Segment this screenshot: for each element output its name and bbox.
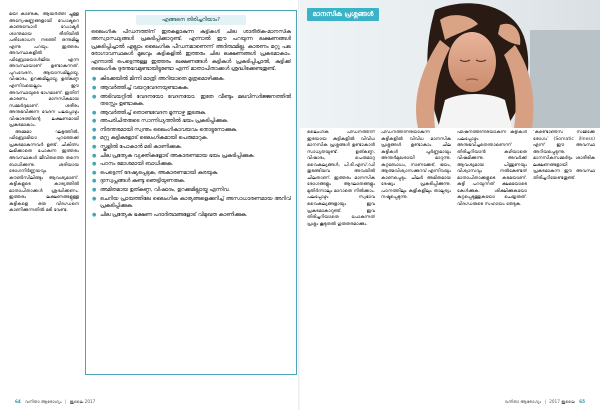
symptom-item: ● അമിതമായ ഉത്കണ്ഠ, വിഷാദം, ഉറക്കമില്ലായ്മ എന്നിവ.: [91, 187, 291, 194]
symptom-item: ● പഠനം മോശമായി ബാധിക്കുക.: [91, 161, 291, 168]
right-paragraph: ‘കണ്ടൊൺസ സജിക്കേ രോഗം’ (Somatic illness) എന്ന് ഈ അവസ്ഥ അറിയപ്പെടുന്നു. മാനസികസമ്മർദ്ദം ശാരീരിക ലക്ഷണങ്ങളായി പ്രകടമാകുന്ന ഈ അവസ്ഥ തിരിച്ചറിയേണ്ടതുണ്ട്.: [533, 130, 595, 181]
right-paragraph: ലൈംഗിക പീഡനത്തിന് ഇരയായ കുട്ടികളിൽ വിവിധ മാനസിക പ്രശ്നങ്ങൾ ഉണ്ടാകാൻ സാധ്യതയുണ്ട്. ഉത്കണ്ഠ, വിഷാദം, പെരുമാറ്റ വൈകല്യങ്ങൾ, പി.ടി.എസ്.ഡി തുടങ്ങിയവ അവയിൽ ചിലതാണ്. ഇത്തരം മാനസിക രോഗങ്ങളും ആഘാതങ്ങളും മുതിർന്നാലും മാറാതെ നിൽക്കാം. പലപ്പോഴും സ്വഭാവ വൈകല്യങ്ങളായും ഇവ പ്രകടമാകാറുണ്ട്. ഇവ തിരിച്ചറിയാതെ പോകുന്നത് പ്രശ്നം കൂടുതൽ ഗുരുതരമാക്കും.: [307, 130, 375, 227]
left-footer: [12, 398, 95, 406]
page-number: 65: [579, 399, 585, 404]
left-paragraph: അമ്മമാ ഘട്ടത്തിൽ, ഫിബ്രോമിയാ പുറത്തേക്ക് പ്രകടമാകുന്നവർ ഉണ്ട്. ചികിത്സ ലഭിക്കാതെ പോകുന്ന ഇത്തരം അവസ്ഥകൾ ജീവിതത്തെ തന്നെ ബാധിക്കുന്നു. ശരിയായ രോഗനിർണ്ണയവും കൗൺസിലിങ്ങും ആവശ്യമാണ്. കുട്ടികളുടെ കാര്യത്തിൽ മാതാപിതാക്കൾ ശ്രദ്ധിക്കണം. ഇത്തരം ലക്ഷണങ്ങളുള്ള കുട്ടികളെ ഒരു വിദഗ്ധനെ കാണിക്കുന്നതിൽ മടി വേണ്ട.: [9, 129, 79, 214]
sidebar-box-body: [91, 29, 291, 369]
right-paragraph: ഫിഷനത്തിനിരയാകുന്ന കുട്ടികൾ പലപ്പോഴും അനുഭവിച്ചതെന്താണെന്ന് തിരിച്ചറിയാൻ കഴിയാതെ വിഷമിക്കുന്നു. അവർക്ക് ആവശ്യമായ പിന്തുണയും വിശ്വാസവും നൽകേണ്ടത് മാതാപിതാക്കളുടെ കടമയാണ്. കുട്ടി പറയുന്നത് ക്ഷമയോടെ കേൾക്കുക. ശിക്ഷിക്കുകയോ കുറ്റപ്പെടുത്തുകയോ ചെയ്യരുത്. വിദഗ്ധരുടെ സഹായം തേടുക.: [457, 130, 527, 208]
right-text-column-3: [457, 130, 527, 394]
sidebar-box: [85, 10, 297, 375]
symptom-item: ● അടിവയറ്റിൽ വേദനയോ വേദനയോ. ഇതേ വീണ്ടും മലവിസർജ്ജനത്തിൽ തടസ്സം ഉണ്ടാകുക.: [91, 94, 291, 109]
symptom-item: ● ചില പ്രത്യേക ഭക്ഷണ പദാർത്ഥങ്ങളോട് വിമുഖത കാണിക്കുക.: [91, 212, 291, 219]
symptom-item: ● നിരന്തരമായി സ്വന്തം ലൈംഗികാവയവം തൊട്ടുനോക്കുക.: [91, 127, 291, 134]
right-page: [300, 0, 600, 410]
issue-date: 2017 ജൂലൈ: [549, 399, 575, 404]
symptom-item: ● ആവർത്തിച്ച് വയറുവേദനയുണ്ടാകുക.: [91, 85, 291, 92]
page-number: 64: [15, 399, 21, 404]
symptom-item: ● സ്കൂളിൽ പോകാൻ മടി കാണിക്കുക.: [91, 144, 291, 151]
symptom-item: ● അപരിചിതരുടെ സാന്നിധ്യത്തിൽ ഭയം പ്രകടിപ്പിക്കുക.: [91, 118, 291, 125]
right-paragraph: പീഡനത്തിനിരയാകുന്ന കുട്ടികളിൽ വിവിധ മാനസിക പ്രശ്നങ്ങൾ ഉണ്ടാകാം. ചില കുട്ടികൾ പൂർണ്ണമായും അന്തർമുഖരായി മാറുന്നു. കുറ്റബോധം, നാണക്കേട്, ഭയം, ആത്മവിശ്വാസക്കുറവ് എന്നിവയും കാണപ്പെടും. ചിലർ അമിതമായ ദേഷ്യം പ്രകടിപ്പിക്കുന്നു. പഠനത്തിലും കളികളിലും താല്പര്യം നഷ്ടപ്പെടുന്നു.: [381, 130, 451, 201]
left-paragraph: മയി കാണുക, ആയർത്തി ച്ചുള്ള അന്വേഷണ്ണങ്ങളായി ഡോക്ടറെ കാണുമ്പോൾ ഡോക്ടർ ശാന്തമായ രീതിയിൽ പരിശോധന നടത്തി ഒന്നുമില്ല എന്നു പറയും. ഇത്തരം അവസ്ഥകളിൽ ഫിബ്രോമയാൾജിയ എന്ന അവസ്ഥയാണ് ഉണ്ടാകുന്നത്. പുറംവേദന, ആയാസമില്ലായ്മ, വിഷാദം, ഉറക്കമില്ലായ്മ, ഉത്കണ്ഠ എന്നിവയെല്ലാം ഈ അവസ്ഥയുടെ ഭാഗമാണ്. ഇതിന് കാരണം മാനസികമായ സമ്മർദ്ദമാണ്. ശരീരം അനുഭവിക്കുന്ന വേദന പലപ്പോഴും വിഷാദത്തിന്റെ ലക്ഷണമായി പ്രകടമാകാം.: [9, 12, 79, 129]
symptom-item: ● കിടക്കയിൽ മിന്നി മാത്രി അറിയാതെ മൂത്രമൊഴിക്കുക.: [91, 76, 291, 83]
symptom-item: ● ചെറിയ പ്രായത്തിലേ ലൈംഗിക കാര്യങ്ങളെക്കുറിച്ച് അസാധാരണമായ അറിവ് പ്രകടിപ്പിക്കുക.: [91, 196, 291, 211]
symptom-list: [91, 76, 291, 219]
sidebar-box-intro: ലൈംഗിക പീഡനത്തിന് ഇരകളാകുന്ന കുട്ടികൾ ചില ശാരീരിക-മാനസിക അസ്വാസ്ഥ്യങ്ങൾ പ്രകടിപ്പിക്കാറുണ്ട്. എന്നാൽ ഈ പറയുന്ന ലക്ഷണങ്ങൾ പ്രകടിപ്പിച്ചാൽ എല്ലാം ലൈംഗിക പീഡനമാണെന്ന് അർത്ഥമില്ല. കാരണം മറ്റു പല രോഗാവസ്ഥകൾ മൂലവും കുട്ടികളിൽ ഇത്തരം ചില ലക്ഷണങ്ങൾ പ്രകടമാകാം. എന്നാൽ പെട്ടെന്നുള്ള ഇത്തരം ലക്ഷണങ്ങൾ കുട്ടികൾ പ്രകടിപ്പിച്ചാൽ, കുട്ടിക്ക് ലൈംഗിക ദുരനുഭവമുണ്ടായിട്ടുണ്ടോ എന്ന് മാതാപിതാക്കൾ ശ്രദ്ധിക്കേണ്ടതുണ്ട്.: [91, 29, 291, 73]
symptom-item: ● മറ്റു കുട്ടികളോട് ലൈംഗികമായി പെരുമാറുക.: [91, 135, 291, 142]
sidebar-box-title: എങ്ങനെ തിരിച്ചറിയാം?: [136, 15, 246, 25]
right-text-column-2: [381, 130, 451, 394]
right-footer: [505, 398, 588, 406]
magazine-name: വനിതാ ആരോഗ്യം: [504, 399, 542, 404]
magazine-name: വനിതാ ആരോഗ്യം: [25, 399, 62, 404]
right-text-column-4: [533, 130, 595, 394]
footer-divider: |: [64, 399, 67, 404]
symptom-item: ● ദുഃസ്വപ്നങ്ങൾ കണ്ടു ഞെട്ടിയുണരുക.: [91, 178, 291, 185]
footer-divider: |: [544, 399, 546, 404]
left-text-column: [9, 12, 79, 394]
article-photo: [300, 0, 600, 128]
symptom-item: ● ചില പ്രത്യേക വ്യക്തികളോട് അകാരണമായ ഭയം പ്രകടിപ്പിക്കുക.: [91, 153, 291, 160]
right-text-column-1: [307, 130, 375, 394]
issue-date: ജൂലൈ 2017: [69, 399, 96, 404]
symptom-item: ● പെട്ടെന്ന് ദേഷ്യപ്പെടുക, അകാരണമായി കരയുക.: [91, 170, 291, 177]
symptom-item: ● ആവർത്തിച്ച് തൊണ്ടവേദന മൂന്നാഴ്ച തുടരുക.: [91, 110, 291, 117]
section-banner: മാനസിക പ്രശ്നങ്ങൾ: [307, 8, 379, 21]
